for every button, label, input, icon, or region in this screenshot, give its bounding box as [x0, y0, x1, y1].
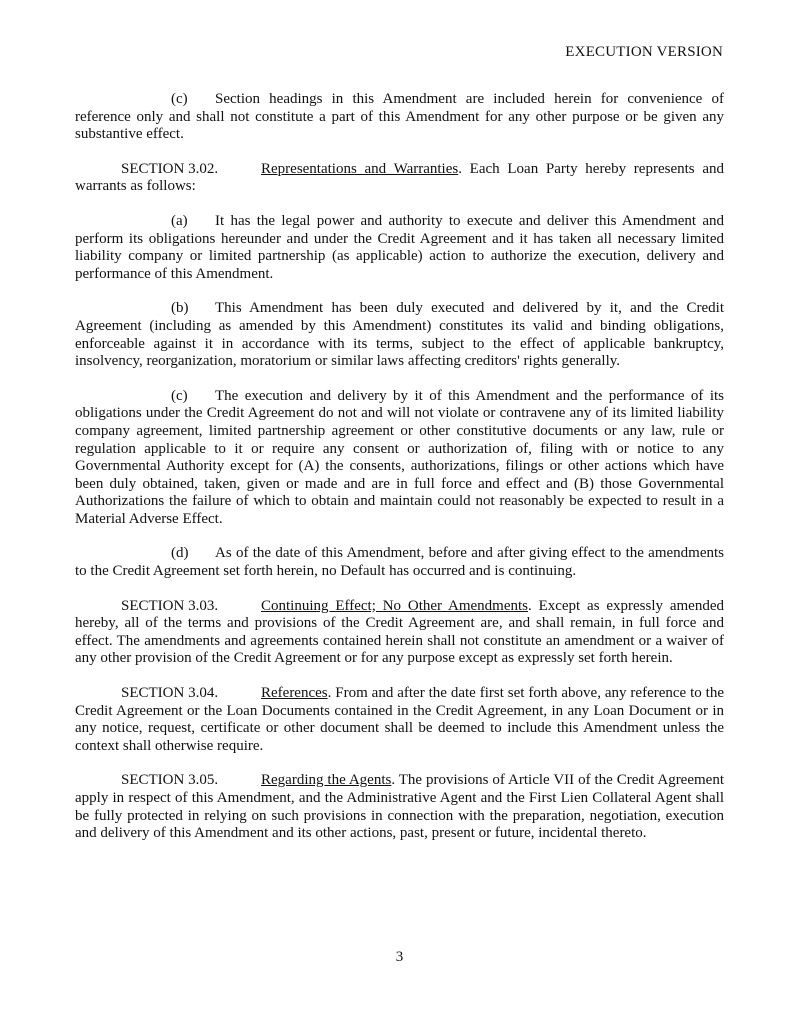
paragraph-text: . Except as expressly amended hereby, all of the terms and provisions of the Credit Agreement are, and shall remain, in full force and effect. The amendments and agreements contained herein shall not constitute an amendment or a waiver of any other provision of the Credit Agreement or for any purpose except as expressly set forth herein.	[75, 597, 724, 667]
page-number: 3	[395, 949, 404, 965]
paragraph-3-02-c	[75, 388, 724, 529]
paragraph-text: As of the date of this Amendment, before and after giving effect to the amendments to the Credit Agreement set forth herein, no Default has occurred and is continuing.	[75, 545, 724, 580]
section-title: Regarding the Agents	[261, 772, 392, 789]
clause-marker: (b)	[171, 300, 189, 317]
paragraph-text: This Amendment has been duly executed and delivered by it, and the Credit Agreement (including as amended by this Amendment) constitutes its valid and binding obligations, enforceable against it in accordance with its terms, subject to the effect of applicable bankruptcy, insolvency, reorganization, moratorium or similar laws affecting creditors' rights generally.	[75, 300, 724, 370]
section-number: SECTION 3.02.	[121, 160, 219, 177]
paragraph-text: . From and after the date first set forth above, any reference to the Credit Agreement or the Loan Documents contained in the Credit Agreement, in any Loan Document or in any notice, request, certificate or other document shall be deemed to include this Amendment unless the context shall otherwise require.	[75, 685, 724, 754]
section-3-03	[75, 598, 724, 668]
document-body	[75, 91, 724, 860]
clause-marker: (d)	[171, 545, 189, 562]
section-3-04	[75, 685, 724, 755]
section-number: SECTION 3.05.	[121, 772, 219, 789]
paragraph-text: It has the legal power and authority to execute and deliver this Amendment and perform its obligations hereunder and under the Credit Agreement and it has taken all necessary limited liability company or limited partnership (as applicable) action to authorize the execution, delivery and performance of this Amendment.	[75, 212, 724, 282]
section-title: Continuing Effect; No Other Amendments	[261, 597, 528, 614]
paragraph-3-02-d	[75, 545, 724, 580]
section-3-02	[75, 161, 724, 196]
section-3-05	[75, 772, 724, 842]
clause-marker: (c)	[171, 91, 188, 107]
execution-version-header: EXECUTION VERSION	[565, 44, 723, 60]
clause-marker: (c)	[171, 387, 188, 404]
paragraph-3-01-c	[75, 91, 724, 144]
paragraph-text: Section headings in this Amendment are included herein for convenience of reference only and shall not constitute a part of this Amendment for any other purpose or be given any substantive effect.	[75, 91, 724, 143]
paragraph-3-02-b	[75, 300, 724, 370]
paragraph-text: . Each Loan Party hereby represents and warrants as follows:	[75, 160, 724, 195]
paragraph-text: The execution and delivery by it of this Amendment and the performance of its obligations under the Credit Agreement do not and will not violate or contravene any of its limited liability company agreement, limited partnership agreement or other constitutive documents or any law, rule or regulation applicable to it or require any consent or authorization of, filing with or notice to any Governmental Authority except for (A) the consents, authorizations, filings or other actions which have been duly obtained, taken, given or made and are in full force and effect and (B) those Governmental Authorizations the failure of which to obtain and maintain could not reasonably be expected to result in a Material Adverse Effect.	[75, 387, 724, 527]
paragraph-3-02-a	[75, 213, 724, 283]
section-number: SECTION 3.04.	[121, 685, 219, 702]
section-number: SECTION 3.03.	[121, 597, 219, 614]
paragraph-text: . The provisions of Article VII of the Credit Agreement apply in respect of this Amendment, and the Administrative Agent and the First Lien Collateral Agent shall be fully protected in relying on such provisions in connection with the preparation, negotiation, execution and delivery of this Amendment and its other actions, past, present or future, incidental thereto.	[75, 772, 724, 842]
section-title: References	[261, 685, 328, 702]
clause-marker: (a)	[171, 212, 188, 229]
section-title: Representations and Warranties	[261, 160, 459, 177]
